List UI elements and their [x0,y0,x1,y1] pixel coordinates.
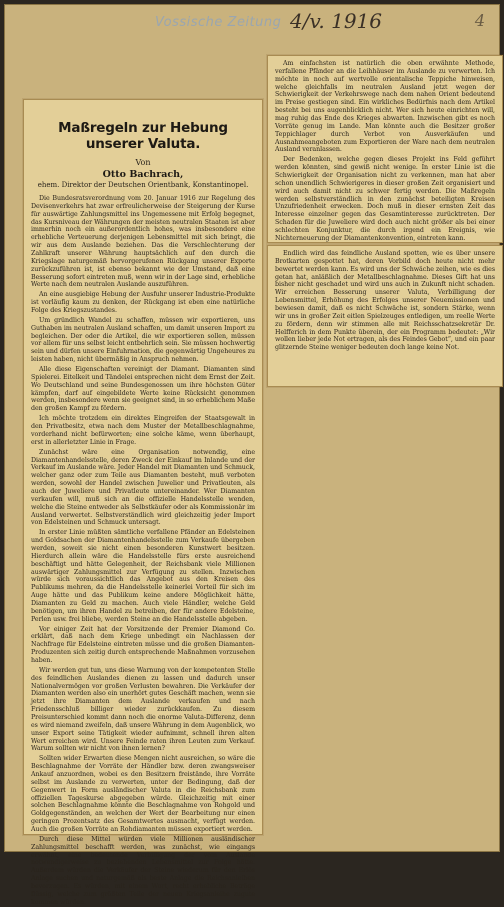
paragraph: Um gründlich Wandel zu schaffen, müssen wir exportieren, uns Guthaben im neutralen Ausland schaffen, um damit unseren Import zu begleichen. Der oder die Artikel, die wir exportieren sollen, müssen vor allem für uns selbst leicht entbehrlich sein. Sie müssen hochwertig sein und dürfen unsere Einfuhrnation, die gegenwärtig Ungeheures zu leisten haben, nicht übermäßig in Anspruch nehmen. [31,316,255,364]
paragraph: Wir werden gut tun, uns diese Warnung von der kompetenten Stelle des feindlichen Auslandes dienen zu lassen und dadurch unser Nationalvermögen vor großen Verlusten bewahren. Die Verkäufer der Diamanten werden also ein unerhört gutes Geschäft machen, wenn sie jetzt ihre Diamanten dem Auslande verkaufen und nach Friedensschluß billiger wieder zurückkaufen. Zu diesem Preisunterschied kommt dann noch die enorme Valuta-Differenz, denn es wird niemand zweifeln, daß unsere Währung in dem Augenblick, wo unser Export seine Tätigkeit wieder aufnimmt, schnell ihren alten Wert erreichen wird. Unsere Feinde raten ihren Leuten zum Verkauf. Warum sollten wir nicht von ihnen lernen? [31,666,255,753]
paragraph: Ich möchte trotzdem ein direktes Eingreifen der Staatsgewalt in den Privatbesitz, etwa nach dem Muster der Metallbeschlagnahme, vorderhand nicht befürworten; eine solche käme, wenn überhaupt, erst in allerletzter Linie in Frage. [31,415,255,446]
newspaper-masthead: Vossische Zeitung [155,15,282,30]
paragraph: Alle diese Eigenschaften vereinigt der Diamant. Diamanten sind Spielerei. Eitelkeit und Tändelei entsprechen nicht dem Ernst der Zeit. Wo Deutschland und seine Bundesgenossen um ihre höchsten Güter kämpfen, darf auf eingebildete Werte keine Rücksicht genommen werden, insbesondere wenn sie geeignet sind, in so erheblichem Maße den großen Kampf zu fördern. [31,366,255,413]
paragraph: Die Bundesratsverordnung vom 20. Januar 1916 zur Regelung des Devisenverkehrs hat zwar erfreulicherweise der Steigerung der Kurse für auswärtige Zahlungsmittel ins Ungemessene mit Erfolg begegnet, das Kursniveau der Währungen der meisten neutralen Staaten ist aber immerhin noch ein außerordentlich hohes, was insbesondere eine erhebliche Verteuerung derjenigen Lebensmittel mit sich bringt, die wir aus dem Auslande beziehen. Das die Verschlechterung der Zahlkraft unserer Währung hauptsächlich auf den durch die Kriegslage naturgemäß hervorgerufenen Rückgang unserer Exporte zurückzuführen ist, ist ebenso bekannt wie der Umstand, daß eine Besserung sofort eintreten muß, wenn wir in der Lage sind, erhebliche Werte nach dem neutralen Auslande auszuführen. [31,195,255,289]
paragraph: Zunächst wäre eine Organisation notwendig, eine Diamantenhandelsstelle, deren Zweck der Einkauf im Inlande und der Verkauf im Auslande wäre. Jeder Handel mit Diamanten und Schmuck, welcher ganz oder zum Teile aus Diamanten besteht, muß verboten werden, sowohl der Handel zwischen Juwelier und Privatleuten, als auch der Juweliere und Privatleute untereinander. Wer Diamanten verkaufen will, muß sich an die offizielle Handelsstelle wenden, welche die Steine entweder als Selbstkäufer oder als Kommissionär im Ausland verwertet. Selbstverständlich wird gleichzeitig jeder Import von Edelsteinen und Schmuck untersagt. [31,448,255,527]
author-name: Otto Bachrach, [102,169,184,180]
article-clipping-right-top [267,55,503,243]
article-clipping-left [23,99,263,906]
page-number: 4 [474,11,485,30]
handwritten-date: 4/v. 1916 [290,9,383,33]
author-affiliation: ehem. Direktor der Deutschen Orientbank, Konstantinopel. [37,181,249,189]
paragraph: Sollten wider Erwarten diese Mengen nicht ausreichen, so wäre die Beschlagnahme der Vorräte der Händler bzw. deren zwangsweiser Ankauf anzuordnen, wobei es den Besitzern freistände, ihre Vorräte selbst im Auslande zu verwerten, unter der Bedingung, daß der Gegenwert in Form ausländischer Valuta in die Reichsbank zum offiziellen Tageskurse abgegeben würde. Gleichzeitig mit einer solchen Beschlagnahme könnte die Beschlagnahme von Rohgold und Goldgegenständen, an welchen der Wert der Bearbeitung nur einen geringen Prozentsatz des Gesamtwertes ausmacht, verfügt werden. Auch die großen Vorräte an Rohdiamanten müssen exportiert werden. [31,755,255,834]
article-clipping-right-bottom [267,245,503,387]
paragraph: Durch diese Mittel würden viele Millionen ausländischer Zahlungsmittel beschafft werden, was zunächst, wie eingangs erwähnt, eine bedeutende Verbilligung der vom Auslande notwendigerweise zu beziehenden Lebensmittel zur Folge hätte. Außerdem würden die Verkäufer der Steine wiederum für den Erlös Anlage suchen und naturgemäß als beste Anlage die Reichsanleihen bevorzugen. Es würden, mit einem Wort, recht erhebliche Beträge flüssig, welche zum größten Teile der neuen Kriegsanleihe zugute kommen würden. [31,835,255,906]
paragraph: Am einfachsten ist natürlich die oben erwähnte Methode, verfallene Pfänder an die Leihhäuser im Auslande zu verwerten. Ich möchte in noch auf wertvolle orientalische Teppiche hinweisen, welche gleichfalls im neutralen Ausland jetzt wegen der Schwierigkeit der Verkehrswege nach dem nahen Orient bedeutend im Preise gestiegen sind. Ein wirkliches Bedürfnis nach dem Artikel besteht bei uns augenblicklich nicht. Wer sich heute einrichten will, mag ruhig das Ende des Krieges abwarten. Inzwischen gibt es noch Vorräte genug im Lande. Man könnte auch die Besitzer großer Teppichlager durch Verbot von Ausverkäufen und Ausnahmeangeboten zum Exportieren der Ware nach dem neutralen Ausland veranlassen. [275,60,495,154]
paragraph: Vor einiger Zeit hat der Vorsitzende der Premier Diamond Co. erklärt, daß nach dem Kriege unbedingt ein Nachlassen der Nachfrage für Edelsteine eintreten müsse und die großen Diamanten-Produzenten sich zeitig durch entsprechende Maßnahmen vorzusehen haben. [31,625,255,664]
paragraph: Der Bedenken, welche gegen dieses Projekt ins Feld geführt werden könnten, sind gewiß nicht wenige. In erster Linie ist die Schwierigkeit der Organisation nicht zu verkennen, man hat aber schon unendlich Schwierigeres in dieser großen Zeit organisiert und wird auch damit nicht zu schwer fertig werden. Die Maßregeln werden selbstverständlich in den zunächst beteiligten Kreisen Unzufriedenheit erwecken. Doch muß in dieser ernsten Zeit das Interesse einzelner gegen das Gesamtinteresse zurücktreten. Der Schaden für die Juweliere wird doch auch nicht größer als bei einer schlechten Konjunktur, die durch irgend ein Ereignis, wie Nichterneuerung der Diamantenkonvention, eintreten kann. [275,156,495,242]
article-headline: Maßregeln zur Hebung unserer Valuta. [58,120,228,152]
byline-von: Von [135,158,151,167]
archive-sheet [4,4,500,906]
paragraph: Endlich wird das feindliche Ausland spotten, wie es über unsere Brotkarten gespottet hat, deren Vorbild doch heute nicht mehr bewertet werden kann. Es wird uns der Schwäche zeihen, wie es dies getan hat, anläßlich der Metallbeschlagnahme. Dieses Gift hat uns bisher nicht geschadet und wird uns auch in Zukunft nicht schaden. Wir erreichen Besserung unserer Valuta, Verbilligung der Lebensmittel, Erhöhung des Erfolges unserer Neuemissionen und bewiesen damit, daß es nicht Schwäche ist, sondern Stärke, wenn wir uns in großer Zeit eitlen Spielzeuges entledigen, um reelle Werte zu fördern, denn wir stimmen alle mit Reichsschatzsekretär Dr. Helfferich in dem Punkte überein, der ein Programm bedeutet: „Wir wollen lieber jede Not ertragen, als des Feindes Gebot“, und ein paar glitzernde Steine weniger bedeuten doch lange keine Not. [275,250,495,352]
paragraph: An eine ausgiebige Hebung der Ausfuhr unserer Industrie-Produkte ist vorläufig kaum zu denken, der Rückgang ist eben eine natürliche Folge des Kriegszustandes. [31,291,255,315]
paragraph: In erster Linie müßten sämtliche verfallene Pfänder an Edelsteinen und Goldsachen der Diamantenhandelsstelle zum Verkaufe übergeben werden, soweit sie nicht einen besonderen Kunstwert besitzen. Hierdurch allein wäre die Handelsstelle fürs erste ausreichend beschäftigt und hätte Gelegenheit, der Reichsbank viele Millionen auswärtiger Zahlungsmittel zur Verfügung zu stellen. Inzwischen würde sich voraussichtlich das Angebot aus den Kreisen des Publikums mehren, da die Handelsstelle keinerlei Vorteil für sich im Auge hätte und das Publikum keine andere Möglichkeit hätte, Diamanten zu Geld zu machen. Auch viele Händler, welche Geld benötigen, um ihren Handel zu betreiben, der für andere Edelsteine, Perlen usw. frei bliebe, werden Steine an die Handelsstelle abgeben. [31,529,255,623]
